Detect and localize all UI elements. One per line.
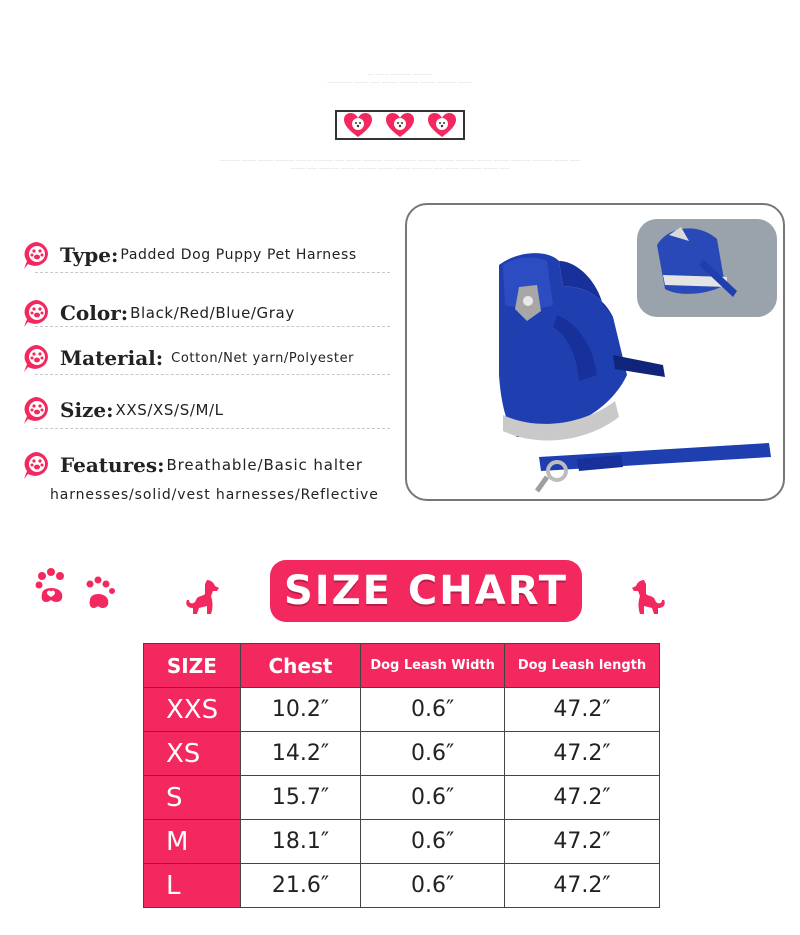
faint-header-line: ——— —— ———— ——— ———— ——— ——— ———— —— ——— ———— ——— —— [290, 166, 510, 172]
column-header: SIZE [144, 644, 241, 688]
size-chart-banner [270, 560, 582, 622]
faint-header-line: — ——— ———— ———— [367, 72, 433, 78]
leash-width-cell: 0.6″ [361, 820, 505, 864]
divider [35, 428, 390, 429]
divider [35, 326, 390, 327]
spec-material [22, 341, 354, 375]
leash-length-cell: 47.2″ [505, 776, 660, 820]
size-cell: XS [144, 732, 241, 776]
divider [35, 272, 390, 273]
spec-value: XXS/XS/S/M/L [115, 401, 224, 419]
spec-label: Type: [60, 243, 119, 267]
size-cell: M [144, 820, 241, 864]
spec-features-continued: harnesses/solid/vest harnesses/Reflective [50, 487, 379, 503]
spec-label: Features: [60, 453, 165, 477]
leash-length-cell: 47.2″ [505, 688, 660, 732]
spec-label: Size: [60, 398, 114, 422]
faint-header-line: ————— ——— —— ——— ———— ——— ———— ——— [326, 80, 474, 86]
column-header: Chest [240, 644, 360, 688]
spec-value: Padded Dog Puppy Pet Harness [120, 247, 357, 263]
paw-bubble-icon [22, 298, 52, 328]
size-cell: S [144, 776, 241, 820]
leash-width-cell: 0.6″ [361, 688, 505, 732]
size-cell: XXS [144, 688, 241, 732]
spec-value: Breathable/Basic halter [166, 456, 363, 474]
chest-cell: 21.6″ [240, 864, 360, 908]
paw-bubble-icon [22, 343, 52, 373]
faint-header-line: ———— ——— ——— ———— ——— ———— —— ——— ———— ——— ——— ———— ——— ———— ——— ——— ———— ———— ——— —— [219, 158, 581, 164]
heart-dog-icon [427, 112, 457, 138]
spec-size [22, 393, 224, 427]
size-cell: L [144, 864, 241, 908]
leash-width-cell: 0.6″ [361, 732, 505, 776]
table-row [144, 864, 660, 908]
harness-illustration [407, 205, 783, 499]
hearts-badge [335, 110, 465, 140]
size-chart-title: SIZE CHART [283, 568, 569, 614]
spec-label: Material: [60, 346, 164, 370]
spec-type [22, 238, 357, 272]
spec-label: Color: [60, 301, 129, 325]
leash-length-cell: 47.2″ [505, 864, 660, 908]
spec-value: Black/Red/Blue/Gray [130, 304, 295, 322]
paw-bubble-icon [22, 395, 52, 425]
column-header: Dog Leash length [505, 644, 660, 688]
paw-prints-icon [34, 568, 118, 610]
leash-length-cell: 47.2″ [505, 732, 660, 776]
table-header-row [144, 644, 660, 688]
leash-width-cell: 0.6″ [361, 864, 505, 908]
dog-silhouette-icon [183, 576, 223, 616]
leash-length-cell: 47.2″ [505, 820, 660, 864]
table-row [144, 820, 660, 864]
column-header: Dog Leash Width [361, 644, 505, 688]
chest-cell: 18.1″ [240, 820, 360, 864]
divider [35, 374, 390, 375]
dog-silhouette-icon [628, 576, 668, 616]
product-photo [405, 203, 785, 501]
heart-dog-icon [385, 112, 415, 138]
table-row [144, 688, 660, 732]
paw-bubble-icon [22, 240, 52, 270]
heart-dog-icon [343, 112, 373, 138]
spec-value: Cotton/Net yarn/Polyester [171, 350, 355, 366]
spec-features [22, 448, 363, 482]
spec-color [22, 296, 295, 330]
leash-width-cell: 0.6″ [361, 776, 505, 820]
chest-cell: 10.2″ [240, 688, 360, 732]
chest-cell: 15.7″ [240, 776, 360, 820]
size-chart-table [143, 643, 660, 908]
paw-bubble-icon [22, 450, 52, 480]
table-row [144, 776, 660, 820]
chest-cell: 14.2″ [240, 732, 360, 776]
table-row [144, 732, 660, 776]
